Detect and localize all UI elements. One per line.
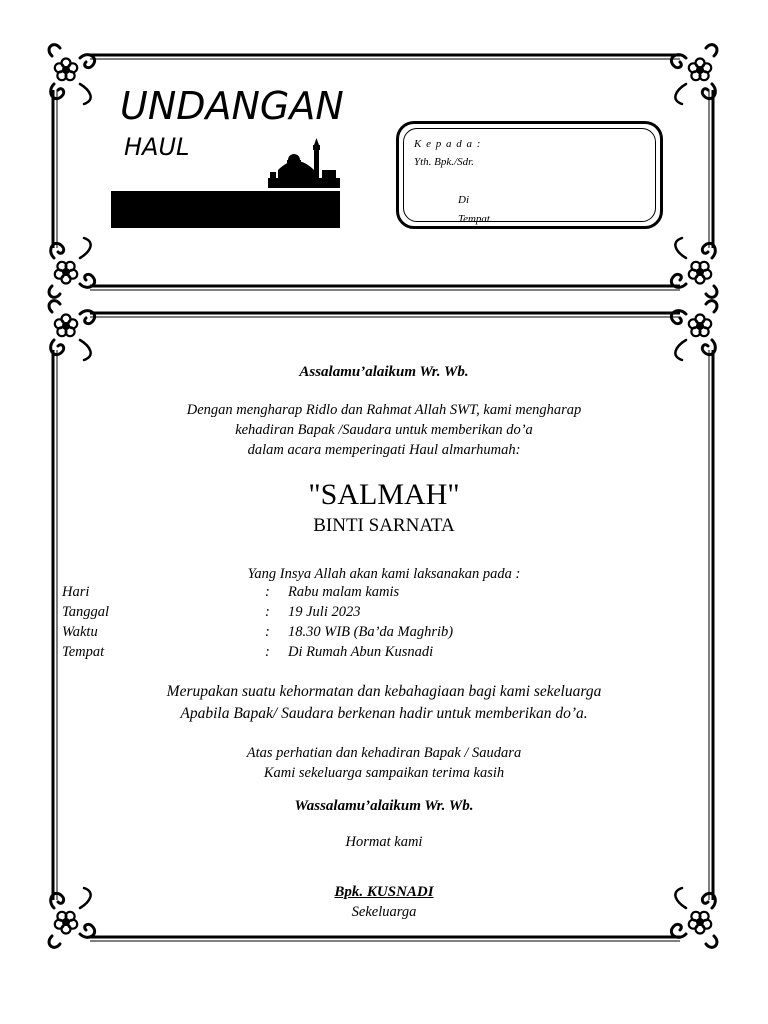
- address-to-label: K e p a d a :: [414, 138, 482, 150]
- honor-line-1: Merupakan suatu kehormatan dan kebahagiaan bagi kami sekeluarga: [166, 683, 602, 700]
- intro-line-3: dalam acara memperingati Haul almarhumah:: [247, 442, 521, 458]
- address-box: [396, 121, 663, 229]
- mosque-icon: [268, 138, 340, 188]
- signer-role: Sekeluarga: [351, 904, 417, 920]
- intro-line-2: kehadiran Bapak /Saudara untuk memberikan do’a: [235, 422, 533, 438]
- regards: Hormat kami: [345, 834, 423, 850]
- thanks-line-2: Kami sekeluarga sampaikan terima kasih: [263, 765, 505, 781]
- detail-label-place: Tempat: [62, 644, 105, 660]
- greeting: Assalamu’alaikum Wr. Wb.: [299, 364, 469, 380]
- detail-sep-day: :: [265, 584, 270, 600]
- thanks-line-1: Atas perhatian dan kehadiran Bapak / Saudara: [246, 745, 522, 761]
- detail-value-place: Di Rumah Abun Kusnadi: [288, 644, 434, 660]
- detail-sep-date: :: [265, 604, 270, 620]
- honor-line-2: Apabila Bapak/ Saudara berkenan hadir untuk memberikan do’a.: [180, 705, 588, 722]
- header-black-bar: [111, 191, 340, 228]
- detail-value-day: Rabu malam kamis: [288, 584, 400, 600]
- detail-value-time: 18.30 WIB (Ba’da Maghrib): [288, 624, 454, 640]
- detail-label-time: Waktu: [62, 624, 98, 640]
- deceased-name: "SALMAH": [308, 478, 460, 511]
- page-title: UNDANGAN: [120, 84, 344, 128]
- page-subtitle: HAUL: [124, 133, 190, 161]
- address-at-label: Di: [458, 194, 469, 206]
- deceased-parent: BINTI SARNATA: [313, 515, 455, 536]
- detail-value-date: 19 Juli 2023: [288, 604, 361, 620]
- signer-name: Bpk. KUSNADI: [334, 884, 434, 900]
- detail-label-day: Hari: [62, 584, 90, 600]
- detail-sep-place: :: [265, 644, 270, 660]
- address-place: Tempat.: [458, 213, 493, 225]
- intro-line-1: Dengan mengharap Ridlo dan Rahmat Allah SWT, kami mengharap: [186, 402, 582, 418]
- closing-greeting: Wassalamu’alaikum Wr. Wb.: [294, 798, 474, 814]
- address-recipient: Yth. Bpk./Sdr.: [414, 156, 474, 168]
- detail-sep-time: :: [265, 624, 270, 640]
- detail-label-date: Tanggal: [62, 604, 110, 620]
- schedule-intro: Yang Insya Allah akan kami laksanakan pada :: [247, 566, 521, 582]
